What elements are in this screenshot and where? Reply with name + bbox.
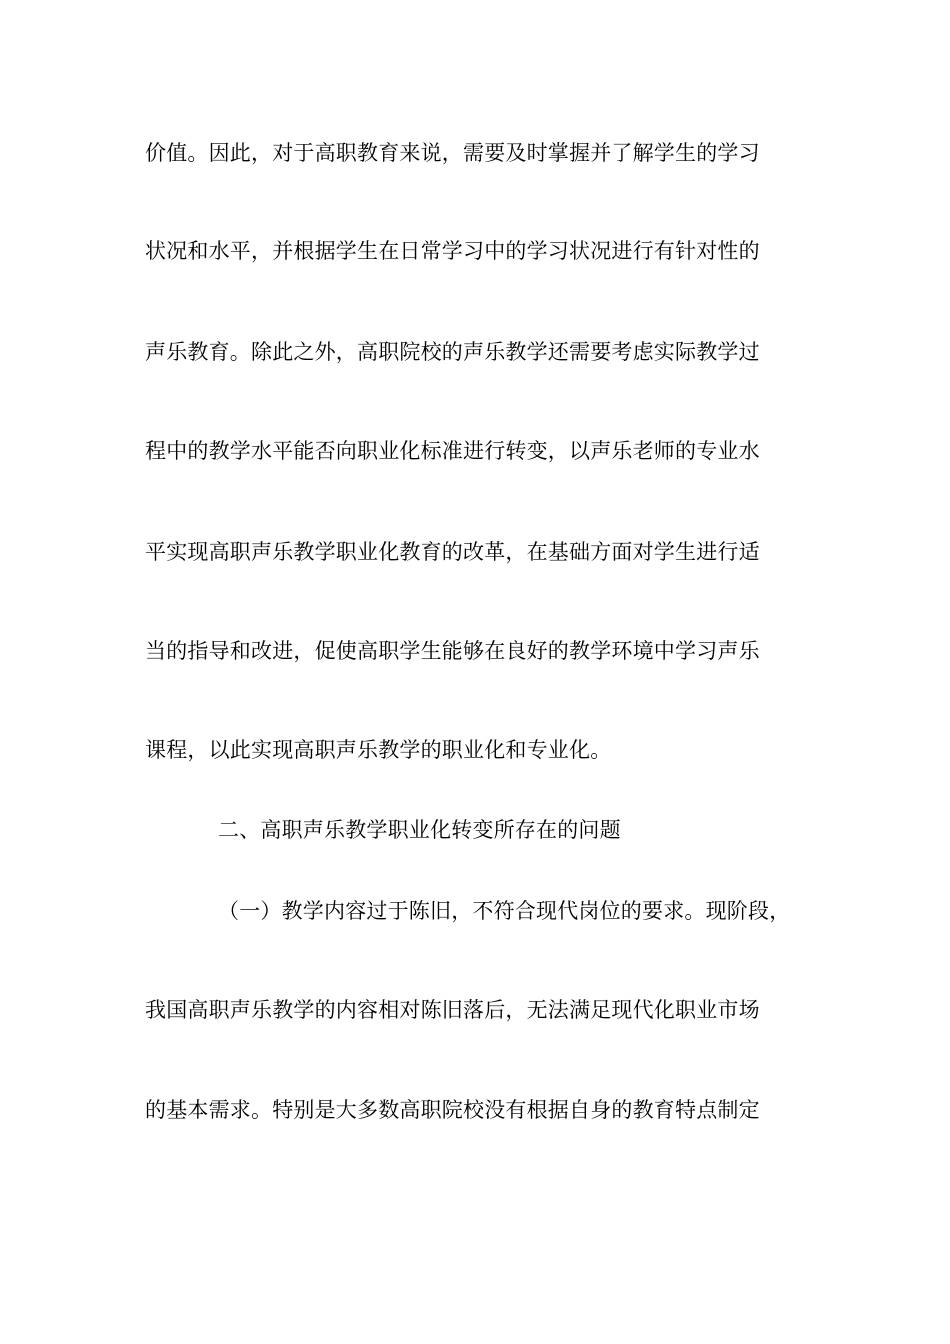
paragraph-line: 声乐教育。除此之外，高职院校的声乐教学还需要考虑实际教学过 [145,340,760,364]
subsection-line: （一）教学内容过于陈旧，不符合现代岗位的要求。现阶段， [218,899,791,923]
paragraph-line: 平实现高职声乐教学职业化教育的改革，在基础方面对学生进行适 [145,540,760,564]
paragraph-line: 当的指导和改进，促使高职学生能够在良好的教学环境中学习声乐 [145,639,760,663]
section-heading: 二、高职声乐教学职业化转变所存在的问题 [218,818,621,842]
subsection-line: 的基本需求。特别是大多数高职院校没有根据自身的教育特点制定 [145,1098,760,1122]
paragraph-line: 价值。因此，对于高职教育来说，需要及时掌握并了解学生的学习 [145,141,760,165]
paragraph-line: 课程，以此实现高职声乐教学的职业化和专业化。 [145,738,612,762]
paragraph-line: 状况和水平，并根据学生在日常学习中的学习状况进行有针对性的 [145,239,760,263]
subsection-line: 我国高职声乐教学的内容相对陈旧落后，无法满足现代化职业市场 [145,998,760,1022]
paragraph-line: 程中的教学水平能否向职业化标准进行转变，以声乐老师的专业水 [145,439,760,463]
